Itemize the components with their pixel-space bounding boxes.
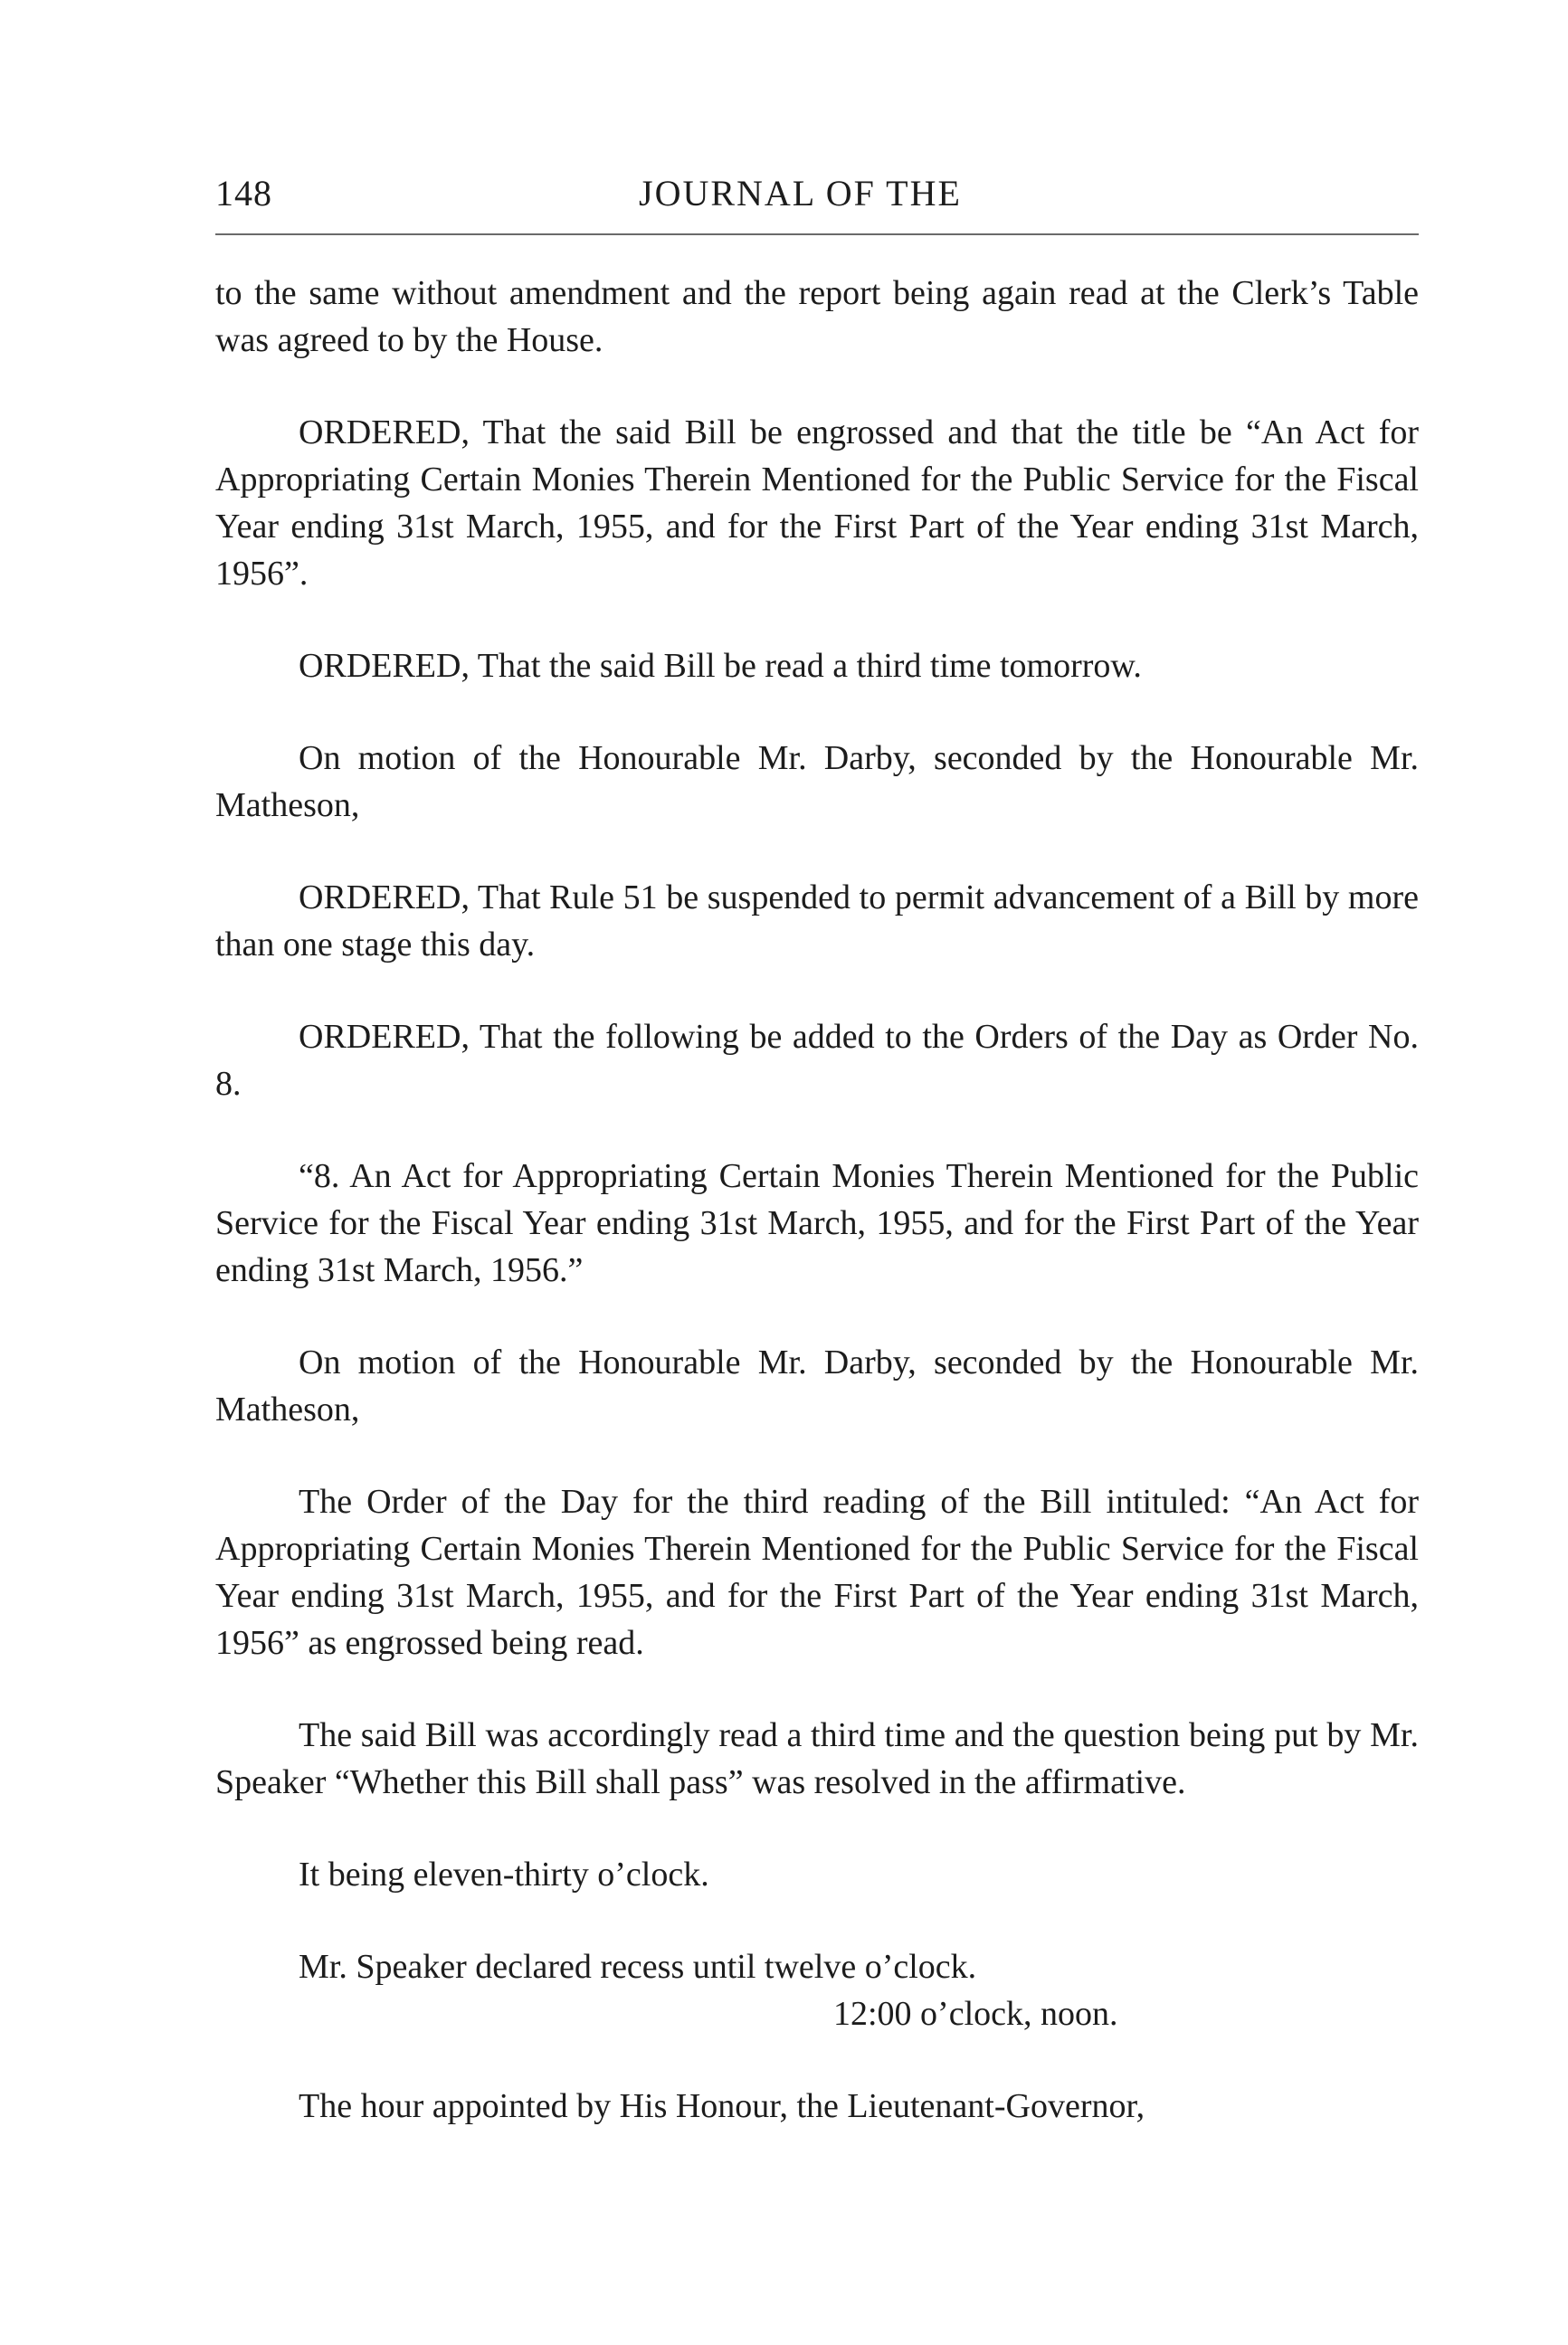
running-head: JOURNAL OF THE xyxy=(639,173,962,214)
paragraph-ordered-engrossed: ORDERED, That the said Bill be engrossed and that the title be “An Act for Appropriating Certain Monies Therein Mentioned for the Public Service for the Fiscal Year ending 31st March, 1955, and for the First Part of the Year ending 31st March, 1956”. xyxy=(215,413,1419,593)
page-header xyxy=(215,172,1419,226)
paragraph-motion: On motion of the Honourable Mr. Darby, seconded by the Honourable Mr. Matheson, xyxy=(215,739,1419,824)
paragraph-ordered-rule-suspended: ORDERED, That Rule 51 be suspended to permit advancement of a Bill by more than one stage this day. xyxy=(215,878,1419,964)
page-number: 148 xyxy=(215,173,272,214)
paragraph-continuation: to the same without amendment and the report being again read at the Clerk’s Table was agreed to by the House. xyxy=(215,274,1419,359)
paragraph-ordered-third-reading: ORDERED, That the said Bill be read a third time tomorrow. xyxy=(299,647,1142,685)
paragraph-bill-passed: The said Bill was accordingly read a third time and the question being put by Mr. Speaker “Whether this Bill shall pass” was resolved in the affirmative. xyxy=(215,1716,1419,1801)
paragraph-time: It being eleven-thirty o’clock. xyxy=(299,1856,709,1894)
journal-body xyxy=(215,270,1419,2175)
paragraph-order-eight: “8. An Act for Appropriating Certain Monies Therein Mentioned for the Public Service for the Fiscal Year ending 31st March, 1955, and for the First Part of the Year ending 31st March, 1956.” xyxy=(215,1157,1419,1289)
time-note: 12:00 o’clock, noon. xyxy=(833,1995,1118,2033)
paragraph-lieutenant-governor: The hour appointed by His Honour, the Lieutenant-Governor, xyxy=(299,2087,1145,2125)
header-rule xyxy=(215,233,1419,235)
paragraph-motion-second: On motion of the Honourable Mr. Darby, seconded by the Honourable Mr. Matheson, xyxy=(215,1343,1419,1429)
paragraph-ordered-added: ORDERED, That the following be added to the Orders of the Day as Order No. 8. xyxy=(215,1018,1419,1103)
paragraph-recess: Mr. Speaker declared recess until twelve o’clock. xyxy=(299,1948,977,1986)
paragraph-third-reading: The Order of the Day for the third reading of the Bill intituled: “An Act for Appropriating Certain Monies Therein Mentioned for the Public Service for the Fiscal Year ending 31st March, 1955, and for the First Part of the Year ending 31st March, 1956” as engrossed being read. xyxy=(215,1483,1419,1662)
